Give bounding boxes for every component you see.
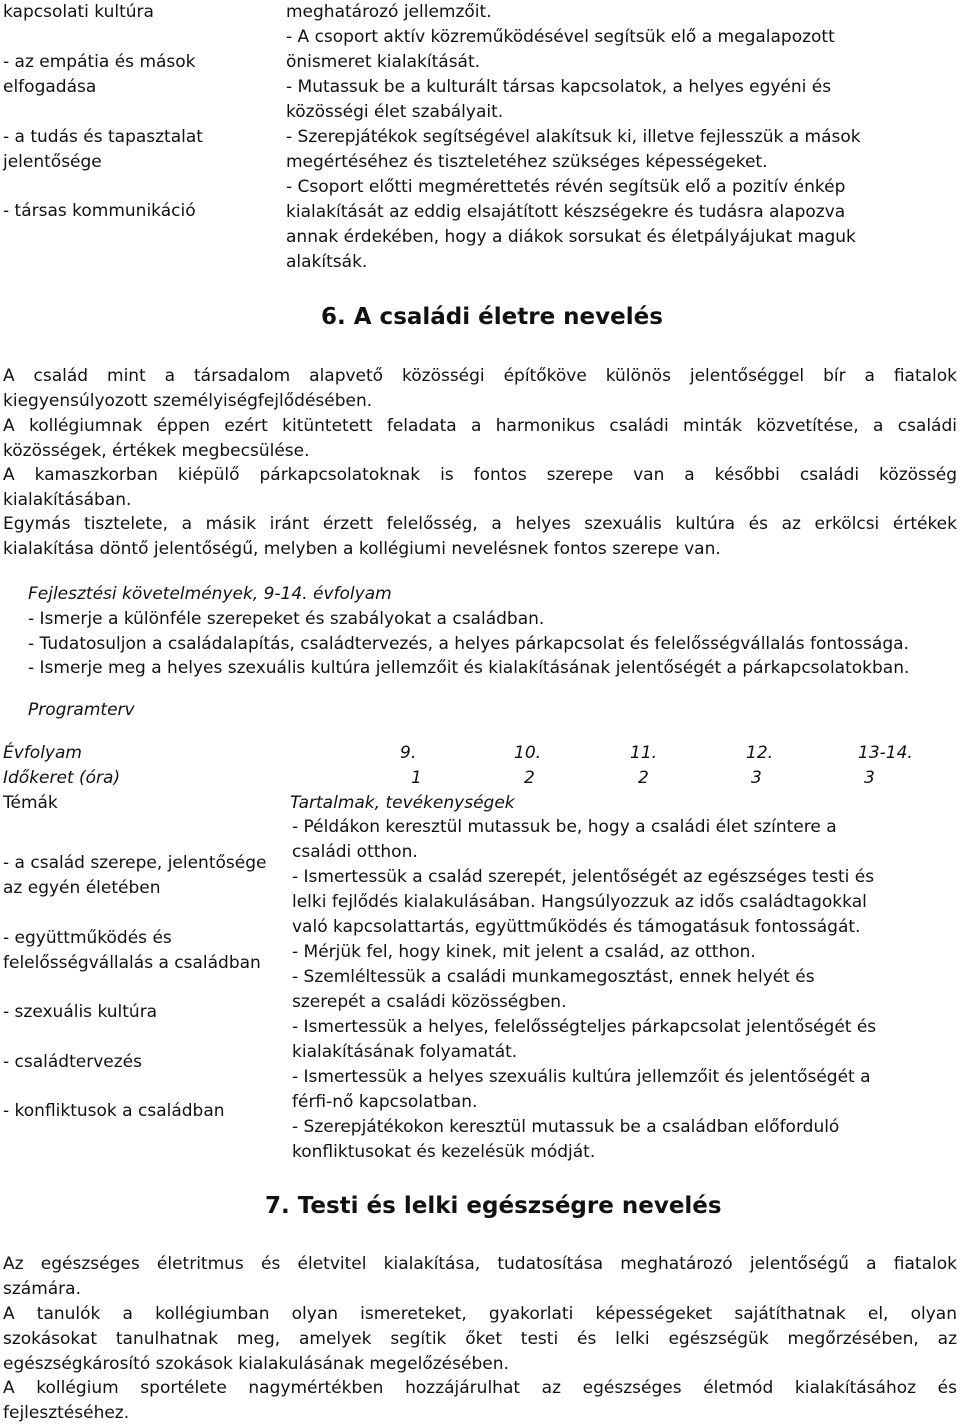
topic-line: elfogadása: [3, 77, 97, 97]
activity-line: férfi-nő kapcsolatban.: [292, 1092, 478, 1112]
topic-left-1: [3, 0, 283, 25]
paragraph-line: egészségkárosító szokások kialakulásának megelőzésében.: [3, 1354, 509, 1374]
requirement-item: - Tudatosuljon a családalapítás, családtervezés, a helyes párkapcsolat és felelősségvállalás fontossága.: [28, 634, 909, 654]
grade-13-14: 13-14.: [858, 743, 913, 763]
section-7-paragraph: [3, 1252, 957, 1302]
section-6-paragraph: [3, 414, 957, 464]
section-7-paragraph: [3, 1376, 957, 1426]
hours-11: 2: [638, 768, 649, 788]
section-7-paragraph: [3, 1302, 957, 1377]
grade-12: 12.: [746, 743, 774, 763]
paragraph-line: Egymás tisztelete, a másik iránt érzett felelősség, a helyes szexuális kultúra és az erkölcsi értékek: [3, 514, 957, 534]
grade-10: 10.: [514, 743, 542, 763]
paragraph-line: A család mint a társadalom alapvető közösségi építőköve különös jelentőséggel bír a fiatalok: [3, 366, 957, 386]
section-6-title: 6. A családi életre nevelés: [321, 304, 663, 330]
activity-line: - Szerepjátékok segítségével alakítsuk ki, illetve fejlesszük a mások: [286, 127, 861, 147]
paragraph-line: fejlesztéséhez.: [3, 1403, 130, 1423]
contents-label: Tartalmak, tevékenységek: [290, 793, 515, 813]
topic-line: - konfliktusok a családban: [3, 1101, 225, 1121]
activity-line: - Szemléltessük a családi munkamegosztást, ennek helyét és: [292, 967, 815, 987]
activity-line: családi otthon.: [292, 842, 418, 862]
activity-line: lelki fejlődés kialakulásában. Hangsúlyozzuk az idős családtagokkal: [292, 892, 867, 912]
activity-line: - Mérjük fel, hogy kinek, mit jelent a család, az otthon.: [292, 942, 756, 962]
paragraph-line: kialakításában.: [3, 490, 132, 510]
activity-line: konfliktusokat és kezelésük módját.: [292, 1142, 596, 1162]
topic-item: [3, 1099, 283, 1124]
activity-line: - Mutassuk be a kulturált társas kapcsolatok, a helyes egyéni és: [286, 77, 832, 97]
activity-line: kialakítását az eddig elsajátított készségekre és tudásra alapozva: [286, 202, 846, 222]
paragraph-line: kiegyensúlyozott személyiségfejlődésében.: [3, 391, 373, 411]
activity-line: - Példákon keresztül mutassuk be, hogy a családi élet színtere a: [292, 817, 837, 837]
activity-line: szerepét a családi közösségben.: [292, 992, 567, 1012]
topic-left-3: [3, 125, 283, 175]
activity-line: kialakításának folyamatát.: [292, 1042, 518, 1062]
paragraph-line: A kollégiumnak éppen ezért kitüntetett feladata a harmonikus családi minták közvetítése, a családi: [3, 416, 957, 436]
top-activities: [286, 0, 960, 275]
paragraph-line: A tanulók a kollégiumban olyan ismereteket, gyakorlati képességeket sajátíthatnak el, olyan: [3, 1304, 957, 1324]
hours-12: 3: [751, 768, 762, 788]
hours-label: Időkeret (óra): [3, 768, 121, 788]
grade-9: 9.: [400, 743, 417, 763]
topic-line: felelősségvállalás a családban: [3, 953, 261, 973]
topics-label: Témák: [3, 793, 58, 813]
paragraph-line: szokásokat tanulhatnak meg, amelyek segítik őket testi és lelki egészségük megőrzésében, az: [3, 1329, 957, 1349]
paragraph-line: Az egészséges életritmus és életvitel kialakítása, tudatosítása meghatározó jelentőségű a fiatalok: [3, 1254, 957, 1274]
requirement-item: - Ismerje meg a helyes szexuális kultúra jellemzőit és kialakításának jelentőségét a párkapcsolatokban.: [28, 658, 910, 678]
section-7-title: 7. Testi és lelki egészségre nevelés: [265, 1193, 722, 1219]
family-activities: [292, 815, 960, 1165]
activity-line: - A csoport aktív közreműködésével segítsük elő a megalapozott: [286, 27, 835, 47]
activity-line: - Ismertessük a helyes szexuális kultúra jellemzőit és jelentőségét a: [292, 1067, 871, 1087]
topic-line: jelentősége: [3, 152, 102, 172]
topic-line: - együttműködés és: [3, 928, 172, 948]
topic-line: - a tudás és tapasztalat: [3, 127, 203, 147]
topic-left-2: [3, 50, 283, 100]
paragraph-line: számára.: [3, 1279, 81, 1299]
topic-item: [3, 1050, 283, 1075]
requirements-heading: Fejlesztési követelmények, 9-14. évfolyam: [28, 584, 392, 604]
topic-line: az egyén életében: [3, 878, 161, 898]
requirement-item: - Ismerje a különféle szerepeket és szabályokat a családban.: [28, 609, 545, 629]
topic-item: [3, 851, 283, 901]
hours-10: 2: [524, 768, 535, 788]
activity-line: megértéséhez és tiszteletéhez szükséges képességeket.: [286, 152, 768, 172]
paragraph-line: kialakítása döntő jelentőségű, melyben a kollégiumi nevelésnek fontos szerepe van.: [3, 539, 721, 559]
section-6-paragraph: [3, 463, 957, 513]
paragraph-line: közösségek, értékek megbecsülése.: [3, 441, 310, 461]
activity-line: önismeret kialakítását.: [286, 52, 481, 72]
activity-line: közösségi élet szabályait.: [286, 102, 504, 122]
topic-line: - szexuális kultúra: [3, 1002, 158, 1022]
section-6-paragraph: [3, 512, 957, 562]
topic-line: - a család szerepe, jelentősége: [3, 853, 267, 873]
topic-item: [3, 1000, 283, 1025]
topic-line: - az empátia és mások: [3, 52, 196, 72]
section-6-paragraph: [3, 364, 957, 414]
programterv-heading: Programterv: [28, 700, 135, 720]
activity-line: - Szerepjátékokon keresztül mutassuk be a családban előforduló: [292, 1117, 840, 1137]
paragraph-line: A kollégium sportélete nagymértékben hozzájárulhat az egészséges életmód kialakításához és: [3, 1378, 957, 1398]
topic-line: kapcsolati kultúra: [3, 2, 154, 22]
topic-line: - társas kommunikáció: [3, 201, 196, 221]
activity-line: annak érdekében, hogy a diákok sorsukat és életpályájukat maguk: [286, 227, 856, 247]
topic-left-4: [3, 199, 283, 224]
activity-line: - Csoport előtti megmérettetés révén segítsük elő a pozitív énkép: [286, 177, 846, 197]
activity-line: - Ismertessük a család szerepét, jelentőségét az egészséges testi és: [292, 867, 875, 887]
activity-line: alakítsák.: [286, 252, 368, 272]
grade-11: 11.: [630, 743, 658, 763]
activity-line: - Ismertessük a helyes, felelősségteljes párkapcsolat jelentőségét és: [292, 1017, 877, 1037]
activity-line: meghatározó jellemzőit.: [286, 2, 492, 22]
hours-9: 1: [411, 768, 422, 788]
activity-line: való kapcsolattartás, együttműködés és támogatásuk fontosságát.: [292, 917, 861, 937]
topic-item: [3, 926, 283, 976]
hours-13-14: 3: [864, 768, 875, 788]
topic-line: - családtervezés: [3, 1052, 142, 1072]
grade-label: Évfolyam: [3, 743, 82, 763]
paragraph-line: A kamaszkorban kiépülő párkapcsolatoknak is fontos szerepe van a későbbi családi közösség: [3, 465, 957, 485]
